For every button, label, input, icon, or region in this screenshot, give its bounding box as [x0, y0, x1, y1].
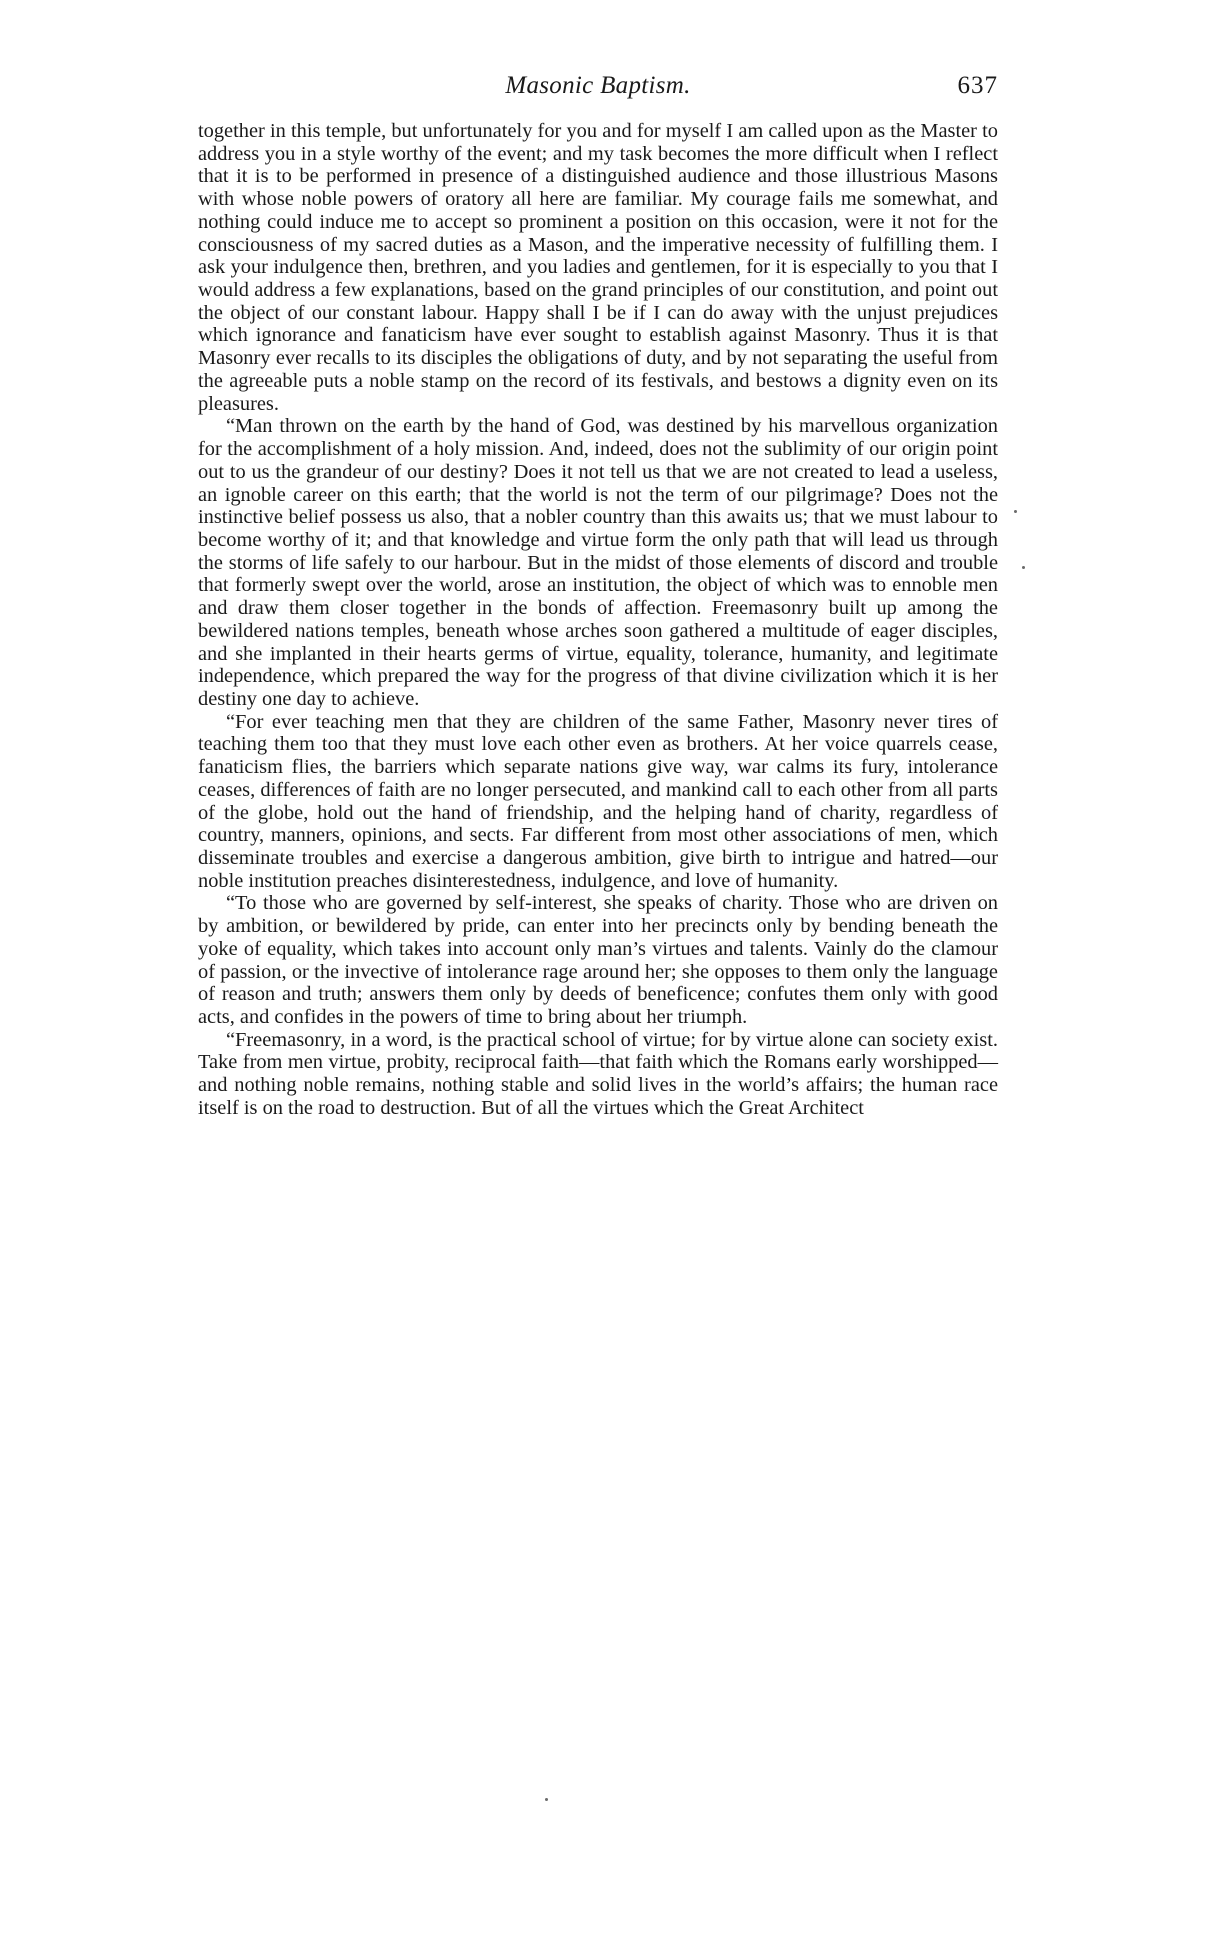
margin-speck — [1014, 510, 1017, 513]
margin-speck — [1022, 566, 1025, 569]
paragraph-continued: together in this temple, but unfortunately for you and for myself I am called upon as the Master to address you in a style worthy of the event; and my task becomes the more difficult when I reflect that it is to be performed in presence of a distinguished audience and those illustrious Masons with whose noble powers of oratory all here are familiar. My courage fails me somewhat, and nothing could induce me to accept so prominent a position on this occasion, were it not for the consciousness of my sacred duties as a Mason, and the imperative necessity of fulfilling them. I ask your indulgence then, brethren, and you ladies and gentlemen, for it is especially to you that I would address a few explanations, based on the grand principles of our constitution, and point out the object of our constant labour. Happy shall I be if I can do away with the unjust prejudices which ignorance and fanaticism have ever sought to establish against Masonry. Thus it is that Masonry ever recalls to its disciples the obligations of duty, and by not separating the useful from the agreeable puts a noble stamp on the record of its festivals, and bestows a dignity even on its pleasures. — [198, 120, 998, 415]
running-title: Masonic Baptism. — [505, 72, 691, 99]
page-number: 637 — [957, 72, 998, 99]
body-text — [198, 120, 998, 1120]
paragraph-freemasonry-word: “Freemasonry, in a word, is the practical school of virtue; for by virtue alone can society exist. Take from men virtue, probity, reciprocal faith—that faith which the Romans early worshipped—and nothing noble remains, nothing stable and solid lives in the world’s affairs; the human race itself is on the road to destruction. But of all the virtues which the Great Architect — [198, 1028, 998, 1119]
paragraph-for-ever-teaching: “For ever teaching men that they are children of the same Father, Masonry never tires of teaching them too that they must love each other even as brothers. At her voice quarrels cease, fanaticism flies, the barriers which separate nations give way, war calms its fury, intolerance ceases, differences of faith are no longer persecuted, and mankind call to each other from all parts of the globe, hold out the hand of friendship, and the helping hand of charity, regardless of country, manners, opinions, and sects. Far different from most other associations of men, which disseminate troubles and exercise a dangerous ambition, give birth to intrigue and hatred—our noble institution preaches disinterestedness, indulgence, and love of humanity. — [198, 710, 998, 892]
running-head — [198, 72, 998, 112]
paragraph-man-thrown: “Man thrown on the earth by the hand of God, was destined by his marvellous organization for the accomplishment of a holy mission. And, indeed, does not the sublimity of our origin point out to us the grandeur of our destiny? Does it not tell us that we are not created to lead a useless, an ignoble career on this earth; that the world is not the term of our pilgrimage? Does not the instinctive belief possess us also, that a nobler country than this awaits us; that we must labour to become worthy of it; and that knowledge and virtue form the only path that will lead us through the storms of life safely to our harbour. But in the midst of those elements of discord and trouble that formerly swept over the world, arose an institution, the object of which was to ennoble men and draw them closer together in the bonds of affection. Freemasonry built up among the bewildered nations temples, beneath whose arches soon gathered a multitude of eager disciples, and she implanted in their hearts germs of virtue, equality, tolerance, humanity, and legitimate independence, which prepared the way for the progress of that divine civilization which it is her destiny one day to achieve. — [198, 415, 998, 710]
paragraph-to-those: “To those who are governed by self-interest, she speaks of charity. Those who are driven on by ambition, or bewildered by pride, can enter into her precincts only by bending beneath the yoke of equality, which takes into account only man’s virtues and talents. Vainly do the clamour of passion, or the invective of intolerance rage around her; she opposes to them only the language of reason and truth; answers them only by deeds of beneficence; confutes them only with good acts, and confides in the powers of time to bring about her triumph. — [198, 892, 998, 1029]
bottom-speck — [545, 1798, 548, 1801]
